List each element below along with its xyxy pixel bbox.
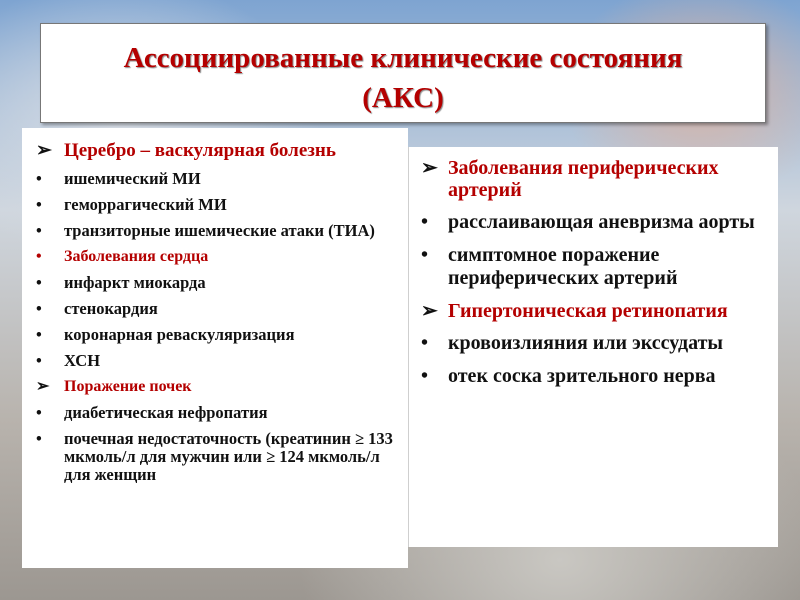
list-item [36, 326, 398, 344]
bullet-icon: • [421, 332, 429, 354]
bullet-icon: • [36, 325, 42, 344]
arrow-bullet-icon: ➢ [421, 157, 438, 179]
arrow-bullet-icon: ➢ [36, 378, 50, 395]
item-text: симптомное поражение периферических артерий [448, 244, 678, 289]
bullet-icon: • [36, 299, 42, 318]
list-item [421, 365, 768, 388]
list-item [36, 300, 398, 318]
item-text: стенокардия [64, 299, 158, 318]
list-item [36, 196, 398, 214]
bullet-icon: • [36, 248, 42, 265]
list-item [421, 332, 768, 355]
bullet-icon: • [36, 195, 42, 214]
list-item [36, 248, 398, 266]
bullet-icon: • [36, 273, 42, 292]
item-text: ХСН [64, 351, 101, 370]
bullet-icon: • [421, 244, 429, 266]
left-text-panel [22, 128, 408, 568]
bullet-icon: • [421, 365, 429, 387]
item-text: Заболевания сердца [64, 248, 209, 265]
title-box [40, 23, 766, 123]
item-text: ишемический МИ [64, 169, 201, 188]
item-text: коронарная реваскуляризация [64, 325, 295, 344]
list-item [421, 244, 768, 290]
slide-title-line-1: Ассоциированные клинические состояния [123, 42, 683, 74]
list-item [36, 352, 398, 370]
list-item [36, 404, 398, 422]
item-text: транзиторные ишемические атаки (ТИА) [64, 221, 375, 240]
arrow-bullet-icon: ➢ [421, 300, 438, 322]
item-text: геморрагический МИ [64, 195, 227, 214]
item-text: расслаивающая аневризма аорты [448, 211, 755, 233]
slide-title-line-2: (АКС) [362, 82, 444, 114]
list-item [36, 274, 398, 292]
item-text: Поражение почек [64, 378, 192, 395]
item-text: кровоизлияния или экссудаты [448, 332, 724, 354]
bullet-icon: • [36, 169, 42, 188]
item-text: Гипертоническая ретинопатия [448, 300, 728, 322]
bullet-icon: • [36, 403, 42, 422]
section-heading [421, 157, 768, 201]
bullet-icon: • [36, 429, 42, 448]
list-item [36, 222, 398, 240]
right-text-panel [408, 147, 778, 547]
bullet-icon: • [36, 351, 42, 370]
list-item [36, 430, 398, 484]
item-text: почечная недостаточность (креатинин ≥ 133 мкмоль/л для мужчин или ≥ 124 мкмоль/л для женщин [64, 429, 393, 484]
section-heading [421, 300, 768, 322]
section-heading [36, 378, 398, 396]
item-text: отек соска зрительного нерва [448, 365, 716, 387]
list-item [36, 170, 398, 188]
item-text: инфаркт миокарда [64, 273, 206, 292]
item-text: Церебро – васкулярная болезнь [64, 140, 336, 161]
item-text: диабетическая нефропатия [64, 403, 268, 422]
arrow-bullet-icon: ➢ [36, 140, 52, 161]
section-heading [36, 140, 398, 162]
bullet-icon: • [421, 211, 429, 233]
bullet-icon: • [36, 221, 42, 240]
list-item [421, 211, 768, 234]
item-text: Заболевания периферических артерий [448, 157, 719, 201]
